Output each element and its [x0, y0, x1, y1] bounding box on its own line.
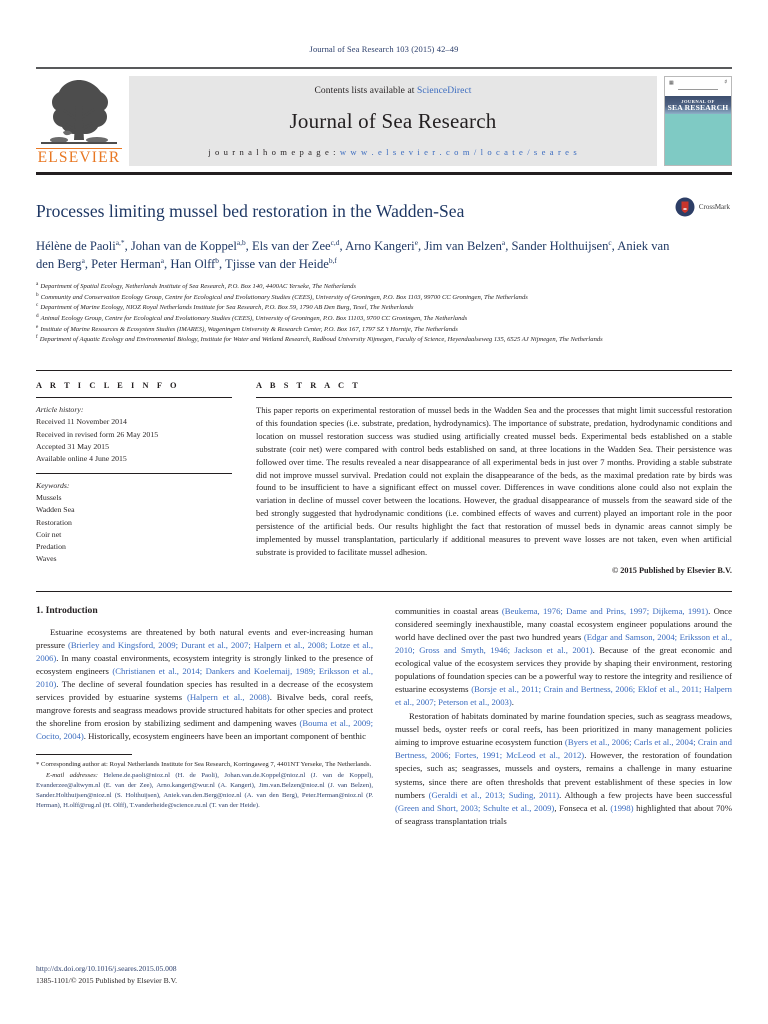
contents-available-line [314, 86, 471, 96]
author-name: Tjisse van der Heide [225, 257, 329, 272]
abstract-heading: A B S T R A C T [256, 381, 361, 391]
article-history-item: Received in revised form 26 May 2015 [36, 429, 159, 439]
sciencedirect-link[interactable]: ScienceDirect [416, 86, 472, 97]
asterisk-icon: * [36, 761, 42, 769]
author-name: Johan van de Koppel [130, 239, 237, 254]
contents-prefix: Contents lists available at [314, 86, 417, 97]
abstract-copyright: © 2015 Published by Elsevier B.V. [612, 565, 732, 575]
body-paragraph: Restoration of habitats dominated by marine foundation species, such as seagrass meadows, mussel beds, oyster reefs or coral reefs, has been prioritized in many management policies aiming to improve estuarine ecosystem function (Byers et al., 2006; Carls et al., 2004; Crain and Bertness, 2006; Fortes, 1991; McLeod et al., 2012). However, the restoration of foundation species, such as; seagrasses, mussels and oysters, remains a challenge in many estuarine systems, since there are often thresholds that prevent establishment of these species in low numbers (Geraldi et al., 2013; Suding, 2011). Although a few projects have been successful (Green and Short, 2003; Schulte et al., 2009), Fonseca et al. (1998) highlighted that about 70% of seagrass transplantation trials [395, 711, 733, 826]
affiliation-text: Department of Marine Ecology, NIOZ Royal Netherlands Institute for Sea Research, P.O. Box 59, 1790 AB Den Burg, Texel, The Netherlands [40, 304, 414, 312]
citation-link[interactable]: (Green and Short, 2003; Schulte et al., 2009) [395, 802, 555, 813]
keyword-item: Mussels [36, 492, 62, 502]
affiliation-marker: d [36, 312, 39, 319]
article-history-label: Article history: [36, 405, 84, 415]
affiliation-marker: c [36, 302, 39, 309]
email-addresses-text[interactable]: Helene.de.paoli@nioz.nl (H. de Paoli), Johan.van.de.Koppel@nioz.nl (J. van de Koppel), Evanderzee@altwym.nl (E. van der Zee), Arno.kangeri@wur.nl (A. Kangeri), Jim.van.Belzen@nioz.nl (J. van Belzen), Sander.Holthuijsen@nioz.nl (S. Holthuijsen), Aniek.van.den.Berg@nioz.nl (A. van den Berg), Peter.Herman@nioz.nl (P. Herman), H.olff@rug.nl (H. Olff), T.vanderheide@science.ru.nl (T. van der Heide). [36, 771, 373, 810]
body-column-right [395, 605, 732, 829]
left-column-paragraphs [36, 626, 373, 743]
citation-link[interactable]: (1998) [610, 802, 634, 813]
keywords-block [36, 480, 232, 566]
body-separator-rule [36, 591, 732, 592]
author-affiliation-marker: a,* [115, 238, 125, 248]
citation-link[interactable]: (Borsje et al., 2011; Crain and Bertness, 2006; Eklof et al., 2011; Halpern et al., 2007; Peterson et al., 2003) [395, 684, 732, 708]
author-name: Peter Herman [91, 257, 161, 272]
affiliation-marker: b [36, 291, 39, 298]
journal-cover-thumbnail [664, 76, 732, 166]
affiliation-marker: a [36, 280, 39, 287]
affiliation-marker: e [36, 323, 39, 330]
affiliation-row [36, 325, 732, 336]
author-name: Han Olff [170, 257, 216, 272]
journal-masthead [36, 67, 732, 166]
citation-link[interactable]: (Bouma et al., 2009; Cocito, 2004) [36, 718, 373, 742]
author-name: Jim van Belzen [424, 239, 502, 254]
author-affiliation-marker: b,f [328, 255, 337, 265]
citation-link[interactable]: (Christianen et al., 2014; Dankers and Koelemaij, 1989; Eriksson et al., 2010) [36, 666, 373, 690]
affiliation-text: Institute of Marine Resources & Ecosystem Studies (IMARES), Wageningen University & Research Center, P.O. Box 167, 1797 SZ 't Horntje, The Netherlands [40, 325, 458, 333]
doi-link[interactable]: http://dx.doi.org/10.1016/j.seares.2015.05.008 [36, 964, 177, 974]
citation-link[interactable]: (Geraldi et al., 2013; Suding, 2011) [428, 789, 560, 800]
author-name: Hélène de Paoli [36, 239, 116, 254]
author-name: Els van der Zee [251, 239, 331, 254]
keyword-items [36, 492, 232, 566]
homepage-prefix: j o u r n a l h o m e p a g e : [208, 147, 340, 158]
affiliation-text: Animal Ecology Group, Centre for Ecological and Evolutionary Studies (CEES), University of Groningen, P.O. Box 11103, 9700 CC Groningen, The Netherlands [40, 315, 468, 323]
cover-title-band [665, 96, 731, 114]
keyword-item: Coir net [36, 529, 62, 539]
masthead-center [129, 76, 657, 166]
footnote-block [36, 754, 373, 811]
author-affiliation-marker: a [501, 238, 506, 248]
affiliation-text: Department of Spatial Ecology, Netherlands Institute of Sea Research, P.O. Box 140, 4400AC Yerseke, The Netherlands [40, 283, 356, 291]
article-info-rule-mid [36, 473, 232, 474]
page-title: Processes limiting mussel bed restoration in the Wadden-Sea [36, 201, 465, 222]
affiliation-row [36, 303, 732, 314]
crossmark-label: CrossMark [698, 203, 730, 212]
affiliation-row [36, 293, 732, 304]
homepage-url-link[interactable]: w w w . e l s e v i e r . c o m / l o c a t e / s e a r e s [339, 147, 578, 158]
affiliation-marker: f [36, 334, 38, 341]
author-affiliation-marker: a,b [236, 238, 246, 248]
article-history-item: Received 11 November 2014 [36, 417, 127, 427]
abstract-rule-top [256, 397, 732, 398]
article-history-items [36, 416, 232, 465]
masthead-bottom-rule [36, 172, 732, 175]
author-list: Hélène de Paoli$^{a,*}$, Johan van de Koppel$^{a,b}$, Els van der Zee$^{c,d}$, Arno Kangeri$^e$, Jim van Belzen$^a$, Sander Holthuijsen$^c$, Aniek van den Berg$^a$, Peter Herman$^a$, Han Olff$^b$, Tjisse van der Heide$^{b,f}$ [36, 238, 670, 272]
citation-link[interactable]: (Halpern et al., 2008) [186, 692, 270, 703]
journal-title: Journal of Sea Research [289, 109, 497, 134]
abstract-text: This paper reports on experimental restoration of mussel beds in the Wadden Sea and the processes that might limit successful restoration of this foundation species (i.e. substrate, predation, hydrodynamics). The importance of substrate, predation, hydrodynamic conditions and location on mussel restoration success was studied using artificially created mussel beds. Experimental beds established on a stable substrate (coir net) were compared with control beds established on sand, at three locations in the Wadden Sea. Their persistence was followed over time. The results revealed a near disappearance of all experimental beds in just over 7 months. Providing a stable substrate did not improve mussel survival. Predation could not explain the disappearance of the beds, as the maximal predation rate by birds was found to be insufficient to have a significant effect on mussel cover. Differences in wave conditions alone could also not explain the variation in decline of mussel cover between the locations. However, the gradual disappearance of mussels from the seaward side of the bed strongly suggested that hydrodynamic conditions (i.e. combined effects of waves and current) played an important role in the poor persistence of the artificial beds. Our results highlight the fact that restoration of mussel beds in dynamic areas cannot simply be implemented by mussel transplantation, particularly if additional measures to prevent wave losses are not taken, even when artificial substrate is provided to facilitate mussel adhesion. [256, 405, 732, 558]
body-paragraph: communities in coastal areas (Beukema, 1976; Dame and Prins, 1997; Dijkema, 1991). Once considered seemingly inexhaustible, many coastal ecosystem engineer populations around the world have declined over the past two hundred years (Edgar and Samson, 2004; Eriksson et al., 2010; Gross and Smyth, 1946; Jackson et al., 2001). Because of the great economic and ecological value of the ecosystem services they provide by shaping their environment, restoring populations of foundation species can be a powerful way to restore the integrity and resilience of estuarine ecosystems (Borsje et al., 2011; Crain and Bertness, 2006; Eklof et al., 2011; Halpern et al., 2007; Peterson et al., 2003). [395, 605, 733, 708]
body-paragraph: Estuarine ecosystems are threatened by both natural events and ever-increasing human pressure (Brierley and Kingsford, 2009; Durant et al., 2007; Halpern et al., 2008; Lotze et al., 2006). In many coastal environments, ecosystem integrity is strongly linked to the presence of ecosystem engineers (Christianen et al., 2014; Dankers and Koelemaij, 1989; Eriksson et al., 2010). The decline of several foundation species has resulted in a decrease of the ecosystem services provided by estuarine systems (Halpern et al., 2008). Bivalve beds, coral reefs, mangrove forests and seagrass meadows provide structured habitats for other species and protect the shoreline from erosion by stabilizing sediment and dampening waves (Bouma et al., 2009; Cocito, 2004). Historically, ecosystem engineers have been an important component of benthic [36, 626, 374, 742]
title-block [36, 201, 732, 346]
issn-copyright: 1385-1101/© 2015 Published by Elsevier B.V. [36, 975, 177, 985]
author-name: Arno Kangeri [345, 239, 415, 254]
crossmark-badge[interactable] [675, 197, 730, 217]
author-name: Sander Holthuijsen [511, 239, 609, 254]
crossmark-icon [675, 197, 695, 217]
email-label: E-mail addresses: [46, 771, 98, 779]
author-affiliation-marker: a [160, 255, 165, 265]
article-info-rule-top [36, 397, 232, 398]
body-columns [36, 605, 732, 829]
author-name: Aniek van den Berg [36, 239, 670, 272]
keyword-item: Wadden Sea [36, 505, 75, 515]
affiliation-row [36, 314, 732, 325]
article-history-block [36, 404, 232, 466]
elsevier-wordmark: ELSEVIER [37, 149, 121, 166]
affiliation-list [36, 282, 732, 346]
page-footer [36, 963, 177, 986]
citation-link[interactable]: (Edgar and Samson, 2004; Eriksson et al., 2010; Gross and Smyth, 1946; Jackson et al., 2001) [395, 632, 733, 656]
keyword-item: Restoration [36, 517, 72, 527]
affiliation-row [36, 282, 732, 293]
info-abstract-row [36, 370, 732, 575]
article-history-item: Available online 4 June 2015 [36, 454, 127, 464]
article-info-column [36, 381, 232, 575]
author-affiliation-marker: e [414, 238, 418, 248]
elsevier-tree-icon [39, 76, 119, 148]
abstract-column [256, 381, 732, 575]
article-history-item: Accepted 31 May 2015 [36, 441, 109, 451]
author-affiliation-marker: a [81, 255, 85, 265]
article-info-heading: A R T I C L E I N F O [36, 381, 180, 391]
keywords-label: Keywords: [36, 480, 70, 490]
citation-link[interactable]: (Brierley and Kingsford, 2009; Durant et al., 2007; Halpern et al., 2008; Lotze et al., 2006) [36, 639, 373, 664]
affiliation-row [36, 335, 732, 346]
cover-rule [678, 89, 718, 90]
footnote-rule [36, 754, 132, 755]
right-column-paragraphs [395, 605, 732, 828]
author-affiliation-marker: b [215, 255, 219, 265]
cover-top-area [665, 77, 731, 97]
affiliation-text: Department of Aquatic Ecology and Environmental Biology, Institute for Water and Wetland Research, Radboud University Nijmegen, Faculty of Science, Heyendaalseweg 135, 6525 AJ Nijmegen, The Netherlands [39, 336, 603, 344]
body-column-left [36, 605, 373, 829]
section-title-introduction: 1. Introduction [36, 604, 98, 616]
elsevier-logo [36, 76, 122, 166]
corresponding-author-text: Corresponding author at: Royal Netherlands Institute for Sea Research, Korringaweg 7, 4401NT Yerseke, The Netherlands. [41, 761, 372, 769]
cover-title-line2: SEA RESEARCH [667, 102, 729, 112]
author-affiliation-marker: c [608, 238, 612, 248]
corresponding-author-note [36, 760, 373, 770]
citation-link[interactable]: (Beukema, 1976; Dame and Prins, 1997; Dijkema, 1991) [501, 605, 709, 616]
cover-title-line1: JOURNAL OF [681, 98, 715, 104]
cover-marks: ▦ ♯ [669, 80, 727, 86]
keyword-item: Waves [36, 554, 57, 564]
email-addresses-note [36, 771, 373, 812]
keyword-item: Predation [36, 542, 66, 552]
running-head: Journal of Sea Research 103 (2015) 42–49 [309, 44, 459, 54]
citation-link[interactable]: (Byers et al., 2006; Carls et al., 2004; Crain and Bertness, 2006; Fortes, 1991; McLeod et al., 2012) [395, 737, 732, 761]
info-spacer [36, 466, 232, 473]
journal-homepage-line [208, 147, 578, 157]
author-affiliation-marker: c,d [330, 238, 340, 248]
affiliation-text: Community and Conservation Ecology Group, Centre for Ecological and Evolutionary Studies (CEES), University of Groningen, P.O. Box 1103, 99700 CC Groningen, The Netherlands [40, 293, 528, 301]
